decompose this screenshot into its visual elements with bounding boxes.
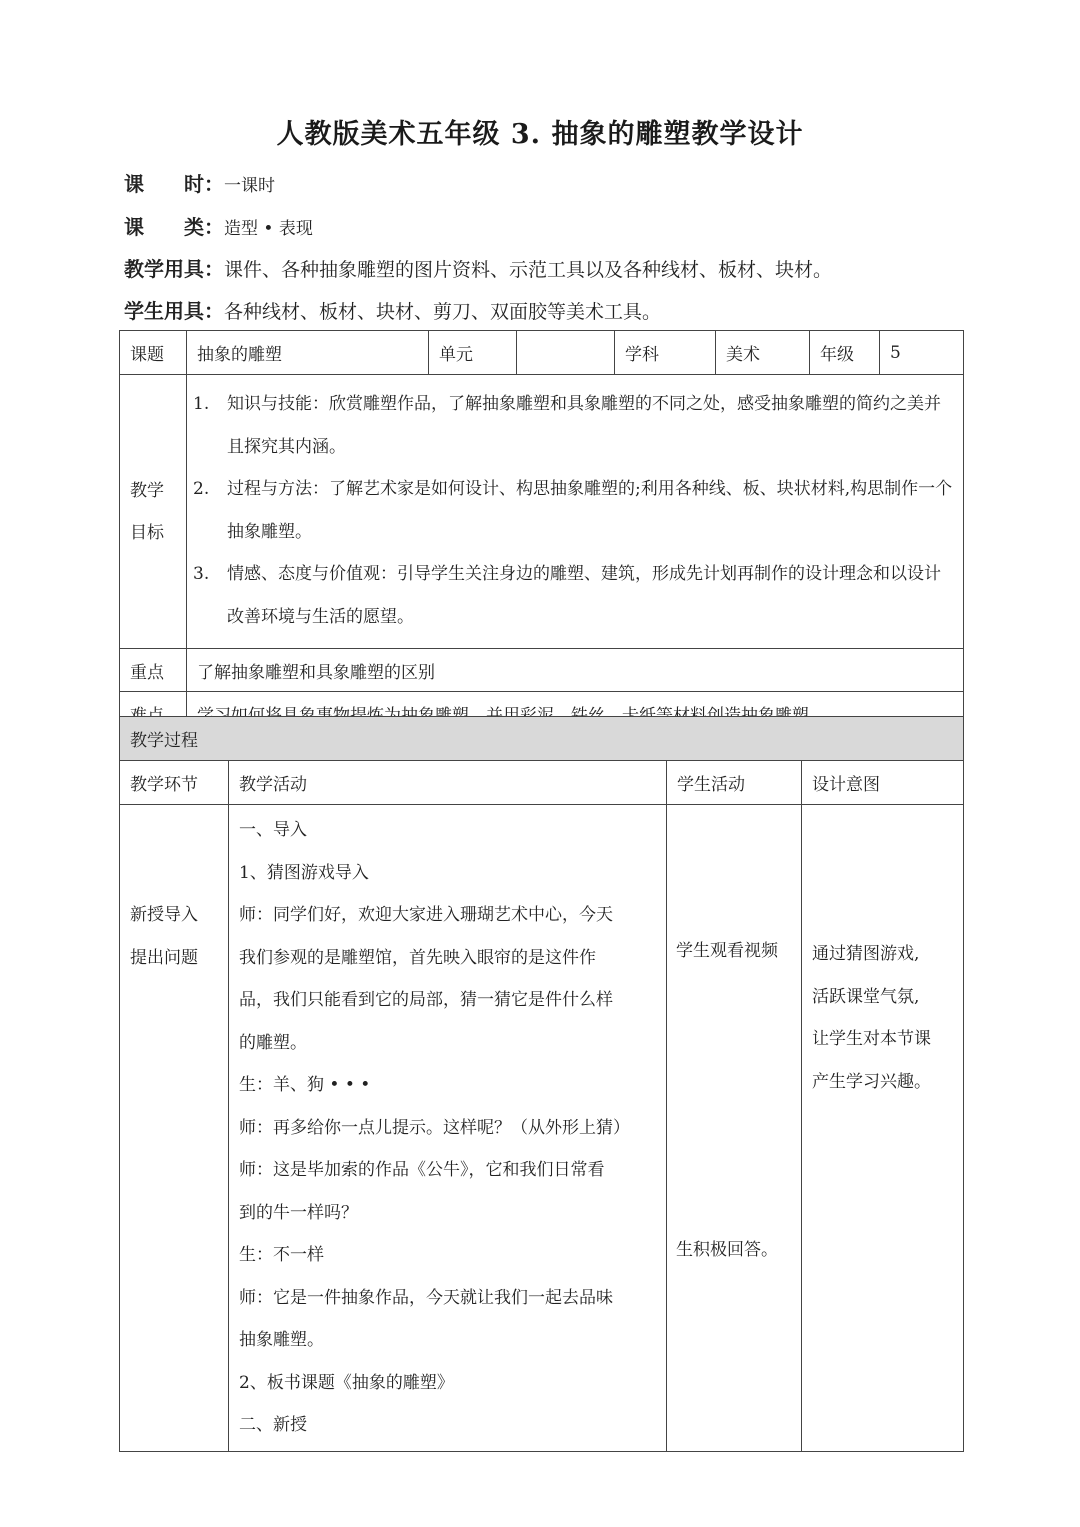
column-header-intent: 设计意图 (802, 761, 964, 805)
activity-line: 二、新授 (239, 1415, 307, 1435)
student-activity-text: 学生观看视频 (676, 941, 778, 961)
process-header: 教学过程 (120, 717, 964, 761)
teacher-activity-cell (229, 805, 667, 1452)
objective-item (193, 468, 957, 553)
subject-label: 学科 (615, 331, 716, 375)
activity-line: 1、猜图游戏导入 (239, 862, 369, 883)
activity-line: 到的牛一样吗？ (239, 1202, 358, 1223)
column-header-student: 学生活动 (667, 761, 802, 805)
objective-number: 3. (193, 564, 210, 584)
page-title: 人教版美术五年级 3. 抽象的雕塑教学设计 (276, 119, 804, 150)
intent-line: 活跃课堂气氛, (812, 986, 920, 1007)
meta-lesson-hours (124, 168, 275, 197)
key-point-row (120, 649, 964, 692)
activity-line: 的雕塑。 (239, 1032, 307, 1053)
meta-label: 课 类： (124, 215, 224, 239)
meta-teaching-tools (124, 253, 832, 282)
objectives-row (120, 375, 964, 649)
meta-student-tools (124, 295, 661, 324)
activity-line: 品，我们只能看到它的局部，猜一猜它是件什么样 (239, 990, 613, 1010)
meta-value: 课件、各种抽象雕塑的图片资料、示范工具以及各种线材、板材、块材。 (224, 259, 833, 281)
activity-line: 抽象雕塑。 (239, 1330, 324, 1350)
objective-text: 情感、态度与价值观：引导学生关注身边的雕塑、建筑，形成先计划再制作的设计理念和以设计改善环境与生活的愿望。 (227, 564, 941, 627)
intent-line: 通过猜图游戏, (812, 944, 920, 964)
activity-line: 师：它是一件抽象作品，今天就让我们一起去品味 (239, 1287, 613, 1308)
objectives-label-line: 教学 (130, 480, 164, 501)
objective-number: 1. (193, 394, 210, 414)
objectives-label-line: 目标 (130, 522, 164, 543)
meta-label: 课 时： (124, 172, 224, 196)
process-header-row (120, 717, 964, 761)
meta-value: 一课时 (224, 176, 275, 196)
objective-text: 过程与方法：了解艺术家是如何设计、构思抽象雕塑的;利用各种线、板、块状材料,构思制作一个抽象雕塑。 (227, 479, 953, 542)
objective-item (193, 553, 957, 638)
key-point-text: 了解抽象雕塑和具象雕塑的区别 (187, 649, 964, 692)
objective-item (193, 383, 957, 468)
process-columns-row (120, 761, 964, 805)
design-intent-cell (802, 805, 964, 1452)
topic-value: 抽象的雕塑 (187, 331, 429, 375)
meta-value: 造型 • 表现 (224, 219, 313, 239)
activity-line: 师：再多给你一点儿提示。这样呢？（从外形上猜） (239, 1117, 630, 1138)
process-table (119, 716, 964, 1452)
objective-text: 知识与技能：欣赏雕塑作品，了解抽象雕塑和具象雕塑的不同之处，感受抽象雕塑的简约之美并且探究其内涵。 (227, 394, 941, 457)
grade-label: 年级 (810, 331, 880, 375)
lesson-info-table (119, 330, 964, 736)
activity-line: 一、导入 (239, 820, 307, 840)
activity-line: 师：这是毕加索的作品《公牛》，它和我们日常看 (239, 1160, 605, 1180)
meta-value: 各种线材、板材、块材、剪刀、双面胶等美术工具。 (224, 301, 662, 323)
student-activity-text: 生积极回答。 (676, 1240, 778, 1260)
activity-line: 生：羊、狗 • • • (239, 1075, 371, 1095)
subject-value: 美术 (716, 331, 810, 375)
activity-line: 师：同学们好，欢迎大家进入珊瑚艺术中心，今天 (239, 905, 613, 925)
objectives-content (187, 375, 964, 649)
stage-cell (120, 805, 229, 1452)
grade-value: 5 (880, 331, 964, 375)
process-content-row (120, 805, 964, 1452)
stage-line: 新授导入 (130, 905, 198, 925)
meta-label: 教学用具： (124, 257, 224, 281)
unit-value (517, 331, 615, 375)
unit-label: 单元 (429, 331, 517, 375)
meta-label: 学生用具： (124, 299, 224, 323)
activity-line: 生：不一样 (239, 1245, 324, 1265)
intent-line: 让学生对本节课 (812, 1029, 931, 1049)
objectives-label (120, 375, 187, 649)
stage-line: 提出问题 (130, 947, 198, 968)
activity-line: 2、板书课题《抽象的雕塑》 (239, 1372, 454, 1393)
student-activity-cell (667, 805, 802, 1452)
objective-number: 2. (193, 479, 210, 499)
topic-label: 课题 (120, 331, 187, 375)
key-point-label: 重点 (120, 649, 187, 692)
column-header-teacher: 教学活动 (229, 761, 667, 805)
intent-line: 产生学习兴趣。 (812, 1071, 931, 1092)
activity-line: 我们参观的是雕塑馆，首先映入眼帘的是这件作 (239, 947, 596, 968)
info-row (120, 331, 964, 375)
column-header-stage: 教学环节 (120, 761, 229, 805)
meta-lesson-type (124, 211, 313, 240)
